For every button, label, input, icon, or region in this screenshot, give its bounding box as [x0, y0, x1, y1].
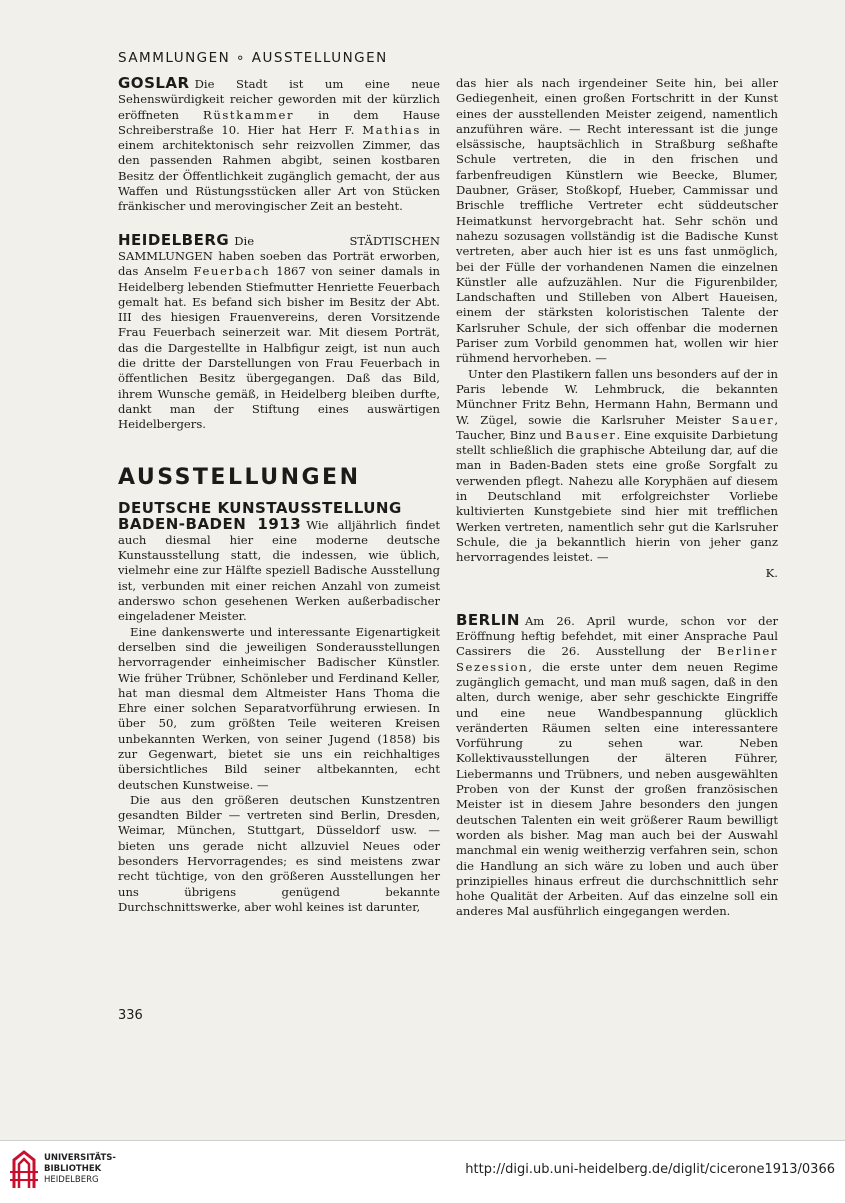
subheading-kunstausstellung: DEUTSCHE KUNSTAUSSTELLUNG	[118, 498, 402, 517]
heidelberg-article	[118, 230, 440, 433]
signature: K.	[765, 565, 778, 580]
goslar-article	[118, 76, 440, 215]
subheading-baden-baden: BADEN-BADEN 1913	[118, 514, 302, 533]
baden-text-r2a: Unter den Plastikern fallen uns besonders auf der in Paris lebende W. Lehmbruck, die bekannten Münchner Fritz Behn, Hermann Hahn, Bermann und W. Zügel, sowie die Karlsruher Meister	[456, 366, 778, 427]
baden-paragraph-4: das hier als nach irgendeiner Seite hin, bei aller Gediegenheit, einen großen Fortschritt in der Kunst eines der ausstellenden Meister zeigend, namentlich anzuführen wäre. — Recht interessant ist die junge elsässische, hauptsächlich in Straßburg seßhafte Schule vertreten, die in den frischen und farbenfreudigen Künstlern wie Beecke, Blumer, Daubner, Gräser, Stoßkopf, Hueber, Cammissar und Brischle treffliche Vertreter echt süddeutscher Heimatkunst hervorgebracht hat. Sehr schön und nahezu sozusagen vollständig ist die Badische Kunst vertreten, aber auch hier ist es uns fast unmöglich, bei der Fülle der vorhandenen Namen die einzelnen Künstler alle aufzuzählen. Nur die Figurenbilder, Landschaften und Stilleben von Albert Haueisen, einem der stärksten koloristischen Talente der Karlsruher Schule, der sich offenbar die modernen Pariser zum Vorbild genommen hat, wollen wir hier rühmend hervorheben. —	[456, 76, 778, 366]
goslar-text-2: in dem Hause Schreiberstraße 10. Hier hat Herr F.	[118, 107, 440, 137]
baden-text-1: Wie alljährlich findet auch diesmal hier eine moderne deutsche Kunstausstellung statt, die indessen, wie üblich, vielmehr eine zur Hälfte speziell Badische Ausstellung ist, verbunden mit einer reichen Anzahl von zumeist anderswo schon gesehenen Werken außerbadischer eingeladener Meister.	[118, 517, 440, 624]
baden-text-r2c: , Taucher, Binz und	[456, 412, 778, 442]
heidelberg-feuerbach: Feuerbach	[193, 264, 271, 279]
baden-paragraph-3: Die aus den größeren deutschen Kunstzentren gesandten Bilder — vertreten sind Berlin, Dresden, Weimar, München, Stuttgart, Düsseldorf usw. — bieten uns gerade nicht allzuviel Neues oder besonders Hervorragendes; es sind meistens zwar recht tüchtige, von den größeren Ausstellungen her uns übrigens genügend bekannte Durchschnittswerke, aber wohl keines ist darunter,	[118, 792, 440, 914]
logo-line-3: HEIDELBERG	[44, 1175, 99, 1185]
baden-paragraph-1	[118, 514, 440, 625]
page-number: 336	[118, 1008, 143, 1023]
baden-paragraph-2: Eine dankenswerte und interessante Eigenartigkeit derselben sind die jeweiligen Sonderausstellungen hervorragender einheimischer Badischer Künstler. Wie früher Trübner, Schönleber und Ferdinand Keller, hat man diesmal dem Altmeister Hans Thoma die Ehre einer solchen Separatvorführung erwiesen. In über 50, zum größten Teile weiteren Kreisen unbekannten Werken, von seiner Jugend (1858) bis zur Gegenwart, bietet sie uns ein reichhaltiges übersichtliches Bild seiner altbekannten, echt deutschen Kunstweise. —	[118, 624, 440, 792]
berlin-text-1: Am 26. April wurde, schon vor der Eröffnung heftig befehdet, mit einer Ansprache Paul Cassirers die 26. Ausstellung der	[456, 613, 778, 659]
logo-line-1: UNIVERSITÄTS-	[44, 1153, 116, 1163]
goslar-text-3: in einem architektonisch sehr reizvollen Zimmer, das den passenden Rahmen abgibt, seinen kostbaren Besitz der Öffentlichkeit zugänglich gemacht, der aus Waffen und Rüstungsstücken aller Art von Stücken fränkischer und merovingischer Zeit an besteht.	[118, 122, 440, 214]
right-column	[456, 76, 778, 920]
goslar-ruestkammer: Rüstkammer	[202, 107, 295, 122]
heidelberg-heading: HEIDELBERG	[118, 230, 230, 249]
berlin-sezession: Berliner Sezession	[456, 644, 778, 674]
goslar-text-1: Die Stadt ist um eine neue Sehenswürdigkeit reicher geworden mit der kürzlich eröffneten	[118, 77, 440, 122]
library-logo-text	[44, 1153, 116, 1186]
logo-line-2: BIBLIOTHEK	[44, 1164, 102, 1174]
heidelberg-text-1: Die STÄDTISCHEN SAMMLUNGEN haben soeben das Porträt erworben, das Anselm	[118, 233, 440, 279]
signature-row	[456, 566, 778, 581]
baden-sauer: Sauer	[731, 412, 775, 427]
goslar-heading: GOSLAR	[118, 74, 190, 92]
heidelberg-text-2: 1867 von seiner damals in Heidelberg lebenden Stiefmutter Henriette Feuerbach gemalt hat. Es befand sich bisher im Besitz der Abt. III des hiesigen Frauenvereins, deren Vorsitzende Frau Feuerbach seinerzeit war. Mit diesem Porträt, das die Dargestellte in Halbfigur zeigt, ist nun auch die dritte der Darstellungen von Frau Feuerbach in öffentlichen Besitz übergegangen. Daß das Bild, ihrem Wunsche gemäß, in Heidelberg bleiben durfte, dankt man der Stiftung eines auswärtigen Heidelbergers.	[118, 264, 440, 432]
berlin-article	[456, 610, 778, 920]
berlin-text-2: , die erste unter dem neuen Regime zugänglich gemacht, und man muß sagen, daß in den alten, durch wenige, aber sehr geschickte Eingriffe und eine neue Wandbespannung glücklich veränderten Räumen selten eine interessantere Vorführung zu sehen war. Neben Kollektivausstellungen der älteren Führer, Liebermanns und Trübners, und neben ausgewählten Proben von der Kunst der großen französischen Meister ist in diesem Jahre besonders den jungen deutschen Talenten ein weit größerer Raum bewilligt worden als bisher. Mag man auch bei der Auswahl manchmal ein wenig weitherzig verfahren sein, schon die Handlung an sich wäre zu loben und auch über prinzipielles hinaus erfreut die durchschnittlich sehr hohe Qualität der Arbeiten. Auf das einzelne soll ein anderes Mal ausführlich eingegangen werden.	[456, 659, 778, 919]
library-logo-icon	[8, 1148, 40, 1192]
left-column	[118, 76, 440, 915]
goslar-mathias: Mathias	[362, 122, 421, 137]
section-title-ausstellungen: AUSSTELLUNGEN	[118, 464, 361, 490]
baden-text-r2e: . Eine exquisite Darbietung stellt schließlich die graphische Abteilung dar, auf die man in Baden-Baden stets eine große Sorgfalt zu verwenden pflegt. Nahezu alle Koryphäen auf diesem in Deutschland mit erfolgreichster Vorliebe kultivierten Kunstgebiete sind hier mit trefflichen Werken vertreten, namentlich sehr gut die Karlsruher Schule, die ja bekanntlich hierin von jeher ganz hervorragendes leistet. —	[456, 427, 779, 565]
running-head: SAMMLUNGEN ∘ AUSSTELLUNGEN	[118, 50, 388, 66]
permalink-url[interactable]: http://digi.ub.uni-heidelberg.de/diglit/cicerone1913/0366	[465, 1162, 835, 1177]
baden-paragraph-5	[456, 367, 778, 566]
berlin-heading: BERLIN	[456, 610, 520, 629]
baden-bauser: Bauser	[565, 427, 617, 442]
